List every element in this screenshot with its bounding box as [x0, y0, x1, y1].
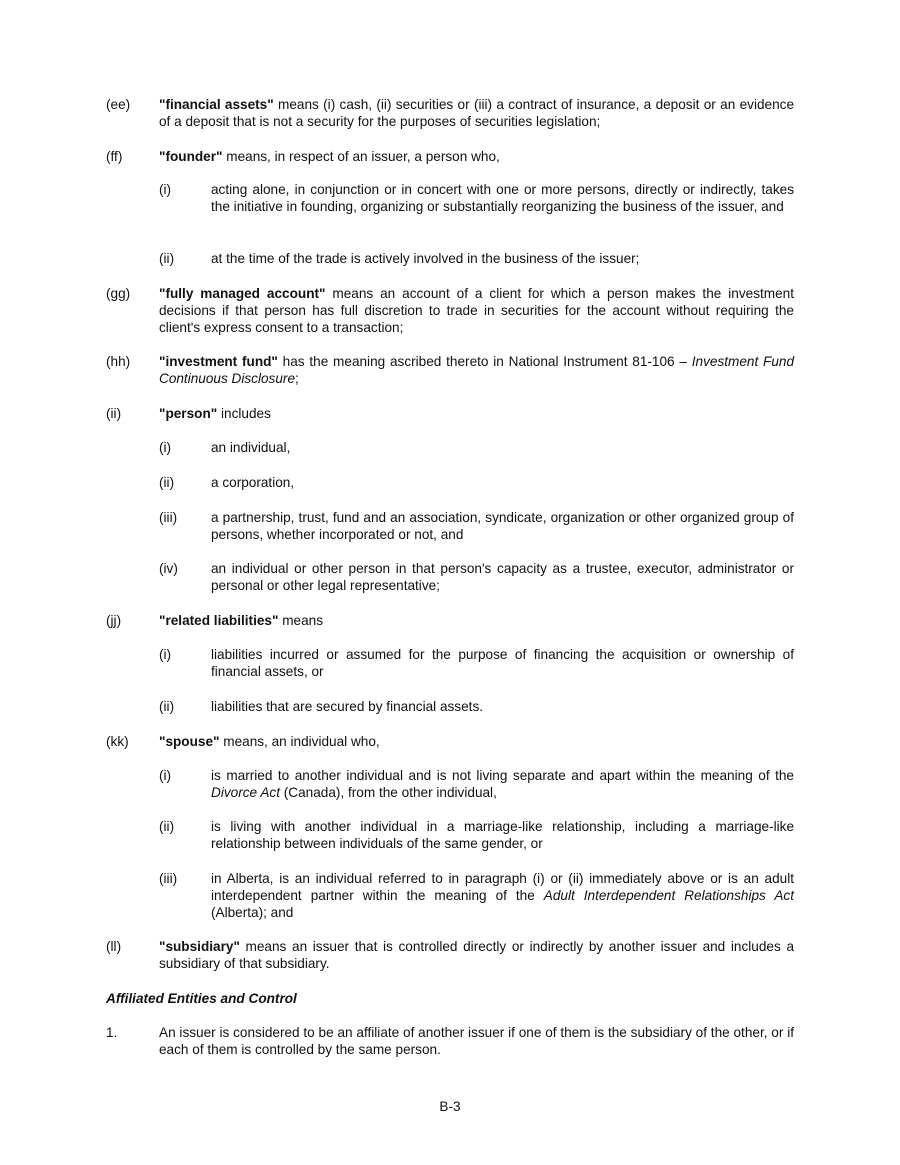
- defined-term: "fully managed account": [159, 286, 326, 301]
- sub-item-label: (i): [159, 768, 172, 783]
- item-label: (ee): [106, 97, 131, 112]
- defined-term: "founder": [159, 149, 223, 164]
- act-title: Adult Interdependent Relationships Act: [543, 888, 794, 903]
- sub-item-label: (iii): [159, 510, 178, 525]
- sub-item-label: (i): [159, 647, 172, 662]
- defined-term: "person": [159, 406, 218, 421]
- item-label: (kk): [106, 734, 129, 749]
- sub-item-label: (i): [159, 440, 172, 455]
- sub-item-label: (ii): [159, 699, 175, 714]
- item-label: (jj): [106, 613, 122, 628]
- act-title: Divorce Act: [211, 785, 280, 800]
- sub-item-label: (i): [159, 182, 172, 197]
- sub-item-label: (iii): [159, 871, 178, 886]
- sub-item-label: (iv): [159, 561, 178, 576]
- sub-item-label: (ii): [159, 251, 175, 266]
- defined-term: "subsidiary": [159, 939, 240, 954]
- sub-item-label: (ii): [159, 819, 175, 834]
- item-label: (ii): [106, 406, 122, 421]
- item-label: (ll): [106, 939, 122, 954]
- paragraph-number: 1.: [106, 1025, 118, 1040]
- item-label: (hh): [106, 354, 131, 369]
- page-number: B-3: [439, 1099, 461, 1114]
- document-page: (ee) "financial assets" means (i) cash, (ii) securities or (iii) a contract of insurance, a deposit or an evidence of a deposit that is not a security for the purposes of securities legislation; (ff) "founder" means, in respect of an issuer, a person who, (i) acting alone, in conjunction or in concert with one or more persons, directly or indirectly, takes the initiative in founding, organizing or substantially reorganizing the business of the issuer, and (ii) at the time of the trade is actively involved in the business of the issuer; (gg) "fully managed account" means an account of a client for which a person makes the investment decisions if that person has full discretion to trade in securities for the account without requiring the client's express consent to a transaction; (hh) "investment fund" has the meaning ascribed thereto in National Instrument 81-106 – Investment Fund Continuous Disclosure; (ii) "person" includes (i) an individual, (ii) a corporation, (iii) a partnership, trust, fund and an association, syndicate, organization or other organized group of persons, whether incorporated or not, and (iv) an individual or other person in that person's capacity as a trustee, executor, administrator or personal or other legal representative; (jj) "related liabilities" means (i) liabilities incurred or assumed for the purpose of financing the acquisition or ownership of financial assets, or (ii) liabilities that are secured by financial assets. (kk) "spouse" means, an individual who, (i) is married to another individual and is not living separate and apart within the meaning of the Divorce Act (Canada), from the other individual, (ii) is living with another individual in a marriage-like relationship, including a marriage-like relationship between individuals of the same gender, or (iii) in Alberta, is an individual referred to in paragraph (i) or (ii) immediately above or is an adult interdependent partner within the meaning of the Adult Interdependent Relationships Act (Alberta); and (ll) "subsidiary" means an issuer that is controlled directly or indirectly by another issuer and includes a subsidiary of that subsidiary. Affiliated Entities and Control 1. An issuer is considered to be an affiliate of another issuer if one of them is the subsidiary of the other, or if each of them is controlled by the same person. B-3: [0, 0, 900, 1165]
- defined-term: "investment fund": [159, 354, 278, 369]
- section-heading: Affiliated Entities and Control: [106, 991, 297, 1006]
- item-label: (ff): [106, 149, 123, 164]
- item-label: (gg): [106, 286, 131, 301]
- defined-term: "related liabilities": [159, 613, 279, 628]
- instrument-title: Investment Fund Continuous Disclosure: [159, 354, 795, 386]
- sub-item-label: (ii): [159, 475, 175, 490]
- defined-term: "spouse": [159, 734, 220, 749]
- defined-term: "financial assets": [159, 97, 274, 112]
